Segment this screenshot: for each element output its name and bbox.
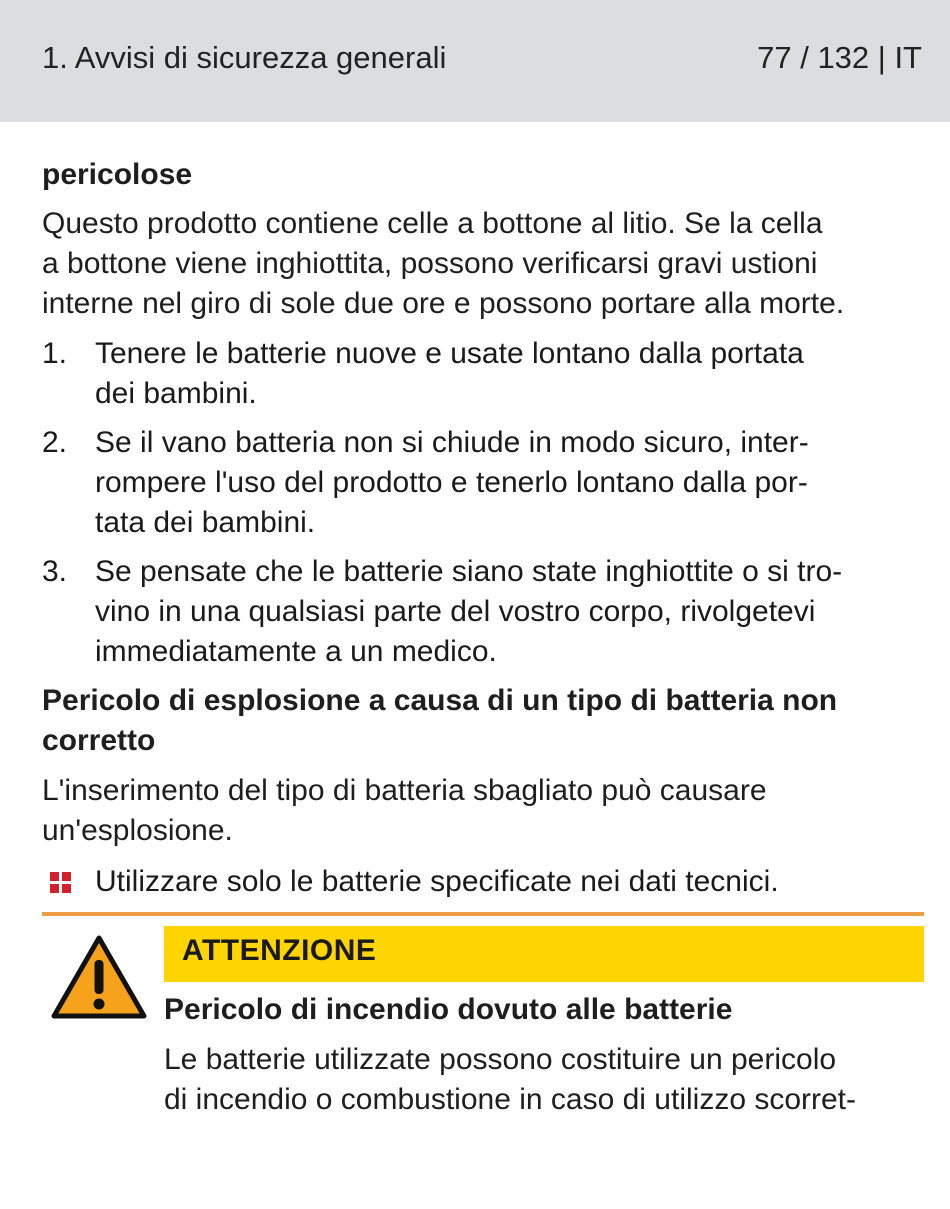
explosion-heading-line: corretto [42, 724, 156, 757]
explosion-heading-line: Pericolo di esplosione a causa di un tipo di batteria non [42, 684, 838, 717]
warning-text-line: di incendio o combustione in caso di utilizzo scorret- [164, 1083, 857, 1116]
list-line: vino in una qualsiasi parte del vostro corpo, rivolgetevi [95, 595, 816, 628]
explosion-text-line: L'inserimento del tipo di batteria sbagliato può causare [42, 774, 767, 807]
intro-line: interne nel giro di sole due ore e possono portare alla morte. [42, 287, 845, 320]
warning-text [164, 1040, 924, 1120]
bullet-instruction-text: Utilizzare solo le batterie specificate nei dati tecnici. [95, 865, 779, 898]
intro-paragraph [42, 204, 932, 324]
bullet-instruction [42, 862, 950, 902]
list-item [42, 552, 924, 672]
list-item [42, 334, 924, 414]
list-line: rompere l'uso del prodotto e tenerlo lontano dalla por- [95, 466, 808, 499]
explosion-text [42, 771, 932, 851]
list-line: immediatamente a un medico. [95, 635, 497, 668]
red-grid-icon [50, 872, 72, 894]
intro-line: a bottone viene inghiottita, possono verificarsi gravi ustioni [42, 247, 818, 280]
list-number: 1. [42, 337, 68, 370]
list-line: tata dei bambini. [95, 506, 316, 539]
warning-label: ATTENZIONE [182, 934, 377, 967]
list-line: dei bambini. [95, 377, 257, 410]
explosion-text-line: un'esplosione. [42, 814, 233, 847]
list-number: 3. [42, 555, 68, 588]
numbered-list [42, 334, 924, 672]
warning-triangle-icon [50, 934, 148, 1020]
warning-title: Pericolo di incendio dovuto alle batterie [164, 993, 733, 1026]
list-line: Tenere le batterie nuove e usate lontano dalla portata [95, 337, 804, 370]
section-title: 1. Avvisi di sicurezza generali [42, 40, 447, 75]
list-line: Se il vano batteria non si chiude in modo sicuro, inter- [95, 426, 809, 459]
heading-fragment: pericolose [42, 158, 193, 191]
warning-label-bar [164, 926, 924, 982]
warning-divider [42, 912, 924, 916]
list-item [42, 423, 924, 543]
list-number: 2. [42, 426, 68, 459]
explosion-heading [42, 681, 932, 761]
warning-text-line: Le batterie utilizzate possono costituire un pericolo [164, 1043, 837, 1076]
page-info: 77 / 132 | IT [757, 40, 922, 75]
intro-line: Questo prodotto contiene celle a bottone al litio. Se la cella [42, 207, 823, 240]
page-header [0, 0, 950, 122]
list-line: Se pensate che le batterie siano state inghiottite o si tro- [95, 555, 843, 588]
